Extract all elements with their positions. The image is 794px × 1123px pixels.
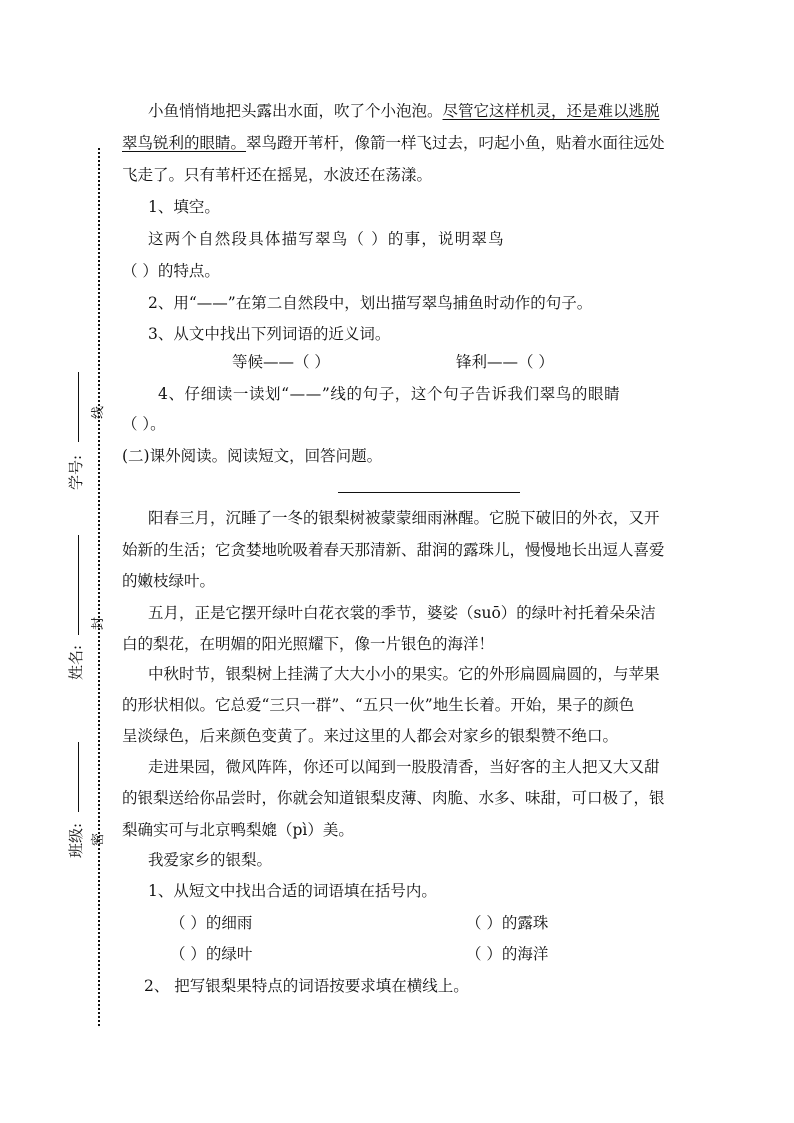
seal-mark-mi: 密 bbox=[91, 832, 107, 847]
article-p2-line2: 白的梨花，在明媚的阳光照耀下，像一片银色的海洋！ bbox=[122, 635, 495, 653]
section2-q1-blank-b: （ ）的露珠 bbox=[466, 914, 549, 932]
article-p1-line2: 始新的生活；它贪婪地吮吸着春天那清新、甜润的露珠儿，慢慢地长出逗人喜爱 bbox=[122, 541, 665, 559]
passage1-text: 小鱼悄悄地把头露出水面，吹了个小泡泡。 bbox=[148, 102, 443, 120]
article-p3-line3: 呈淡绿色，后来颜色变黄了。来过这里的人都会对家乡的银梨赞不绝口。 bbox=[122, 727, 619, 745]
article-p2-line1: 五月，正是它摆开绿叶白花衣裳的季节，婆娑（suō）的绿叶衬托着朵朵洁 bbox=[148, 604, 656, 622]
article-p4-line2: 的银梨送给你品尝时，你就会知道银梨皮薄、肉脆、水多、味甜，可口极了，银 bbox=[122, 789, 665, 807]
q3-instruction: 3、从文中找出下列词语的近义词。 bbox=[148, 325, 391, 343]
q1-fill-line1: 这两个自然段具体描写翠鸟（ ）的事，说明翠鸟 bbox=[148, 230, 505, 248]
section2-q2-instruction: 2、 把写银梨果特点的词语按要求填在横线上。 bbox=[144, 977, 469, 995]
passage1-line3: 飞走了。只有苇杆还在摇晃，水波还在荡漾。 bbox=[122, 166, 433, 184]
article-p1-line1: 阳春三月，沉睡了一冬的银梨树被蒙蒙细雨淋醒。它脱下破旧的外衣，又开 bbox=[148, 509, 660, 527]
underlined-sentence-part2: 翠鸟锐利的眼睛。 bbox=[122, 134, 247, 152]
underlined-sentence-part1: 尽管它这样机灵，还是难以逃脱 bbox=[442, 102, 660, 120]
student-id-label: 学号: bbox=[67, 454, 86, 491]
q2-instruction: 2、用“——”在第二自然段中，划出描写翠鸟捕鱼时动作的句子。 bbox=[148, 294, 593, 312]
article-p3-line1: 中秋时节，银梨树上挂满了大大小小的果实。它的外形扁圆扁圆的，与苹果 bbox=[148, 665, 660, 683]
name-label: 姓名: bbox=[67, 644, 86, 681]
article-p1-line3: 的嫩枝绿叶。 bbox=[122, 572, 216, 590]
student-id-blank bbox=[78, 372, 79, 442]
passage1-text: 翠鸟蹬开苇杆，像箭一样飞过去，叼起小鱼，贴着水面往远处 bbox=[246, 134, 665, 152]
q4-line1: 4、仔细读一读划“——”线的句子，这个句子告诉我们翠鸟的眼睛 bbox=[158, 385, 621, 403]
article-p4-line1: 走进果园，微风阵阵，你还可以闻到一股股清香，当好客的主人把又大又甜 bbox=[148, 758, 660, 776]
class-blank bbox=[78, 742, 79, 812]
class-label: 班级: bbox=[67, 822, 86, 859]
passage1-line1 bbox=[148, 101, 708, 121]
q4-line2: （ ）。 bbox=[122, 415, 166, 433]
section2-q1-blank-c: （ ）的绿叶 bbox=[170, 945, 253, 963]
article-p5: 我爱家乡的银梨。 bbox=[148, 851, 273, 869]
section2-q1-instruction: 1、从短文中找出合适的词语填在括号内。 bbox=[148, 882, 437, 900]
section2-heading: (二)课外阅读。阅读短文，回答问题。 bbox=[122, 447, 383, 465]
q1-fill-line2: （ ）的特点。 bbox=[122, 262, 220, 280]
passage1-line2 bbox=[122, 133, 682, 153]
q3-synonym-a: 等候——（ ） bbox=[232, 353, 330, 371]
article-p3-line2: 的形状相似。它总爱“三只一群”、“五只一伙”地生长着。开始，果子的颜色 bbox=[122, 696, 635, 714]
binding-dotted-line bbox=[98, 148, 100, 1026]
name-blank bbox=[78, 535, 79, 635]
section2-q1-blank-a: （ ）的细雨 bbox=[170, 914, 253, 932]
article-title-blank bbox=[338, 492, 520, 493]
q1-title: 1、填空。 bbox=[148, 198, 220, 216]
q3-synonym-b: 锋利——（ ） bbox=[456, 353, 554, 371]
seal-mark-xian: 线 bbox=[91, 405, 107, 420]
section2-q1-blank-d: （ ）的海洋 bbox=[466, 945, 549, 963]
seal-mark-feng: 封 bbox=[91, 616, 107, 631]
article-p4-line3: 梨确实可与北京鸭梨媲（pì）美。 bbox=[122, 821, 354, 839]
